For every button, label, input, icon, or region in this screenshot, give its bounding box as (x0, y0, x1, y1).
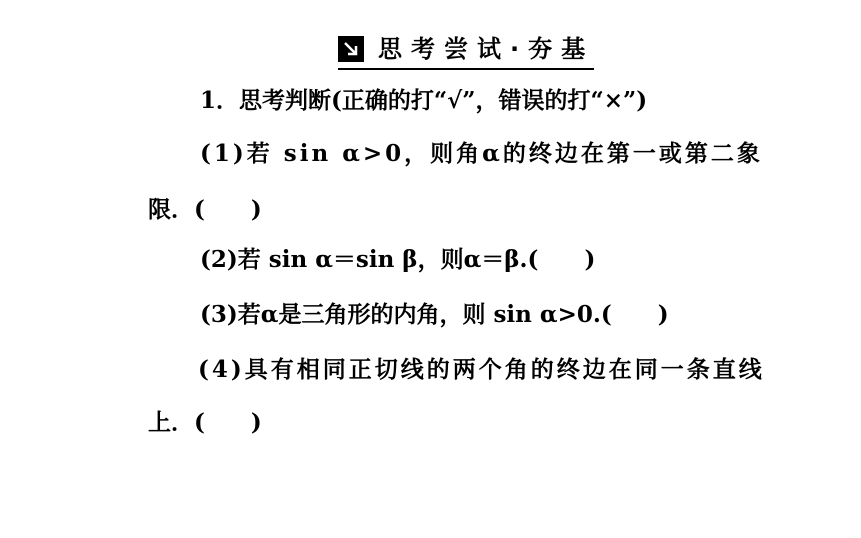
item-1-line-1: (1)若 sin α>0，则角α的终边在第一或第二象 (200, 140, 763, 167)
section-title: 思考尝试·夯基 (378, 35, 595, 63)
question-stem: 1．思考判断(正确的打“√”，错误的打“×”) (200, 87, 648, 114)
arrow-down-right-icon (338, 36, 364, 62)
section-header (338, 32, 594, 70)
item-1-line-2: 限．( ) (148, 196, 262, 223)
item-2-line-1: (2)若 sin α＝sin β，则α＝β.( ) (200, 246, 596, 273)
item-3-line-1: (3)若α是三角形的内角，则 sin α>0.( ) (200, 301, 669, 328)
item-4-line-1: (4)具有相同正切线的两个角的终边在同一条直线 (198, 356, 765, 383)
item-4-line-2: 上．( ) (148, 409, 262, 436)
